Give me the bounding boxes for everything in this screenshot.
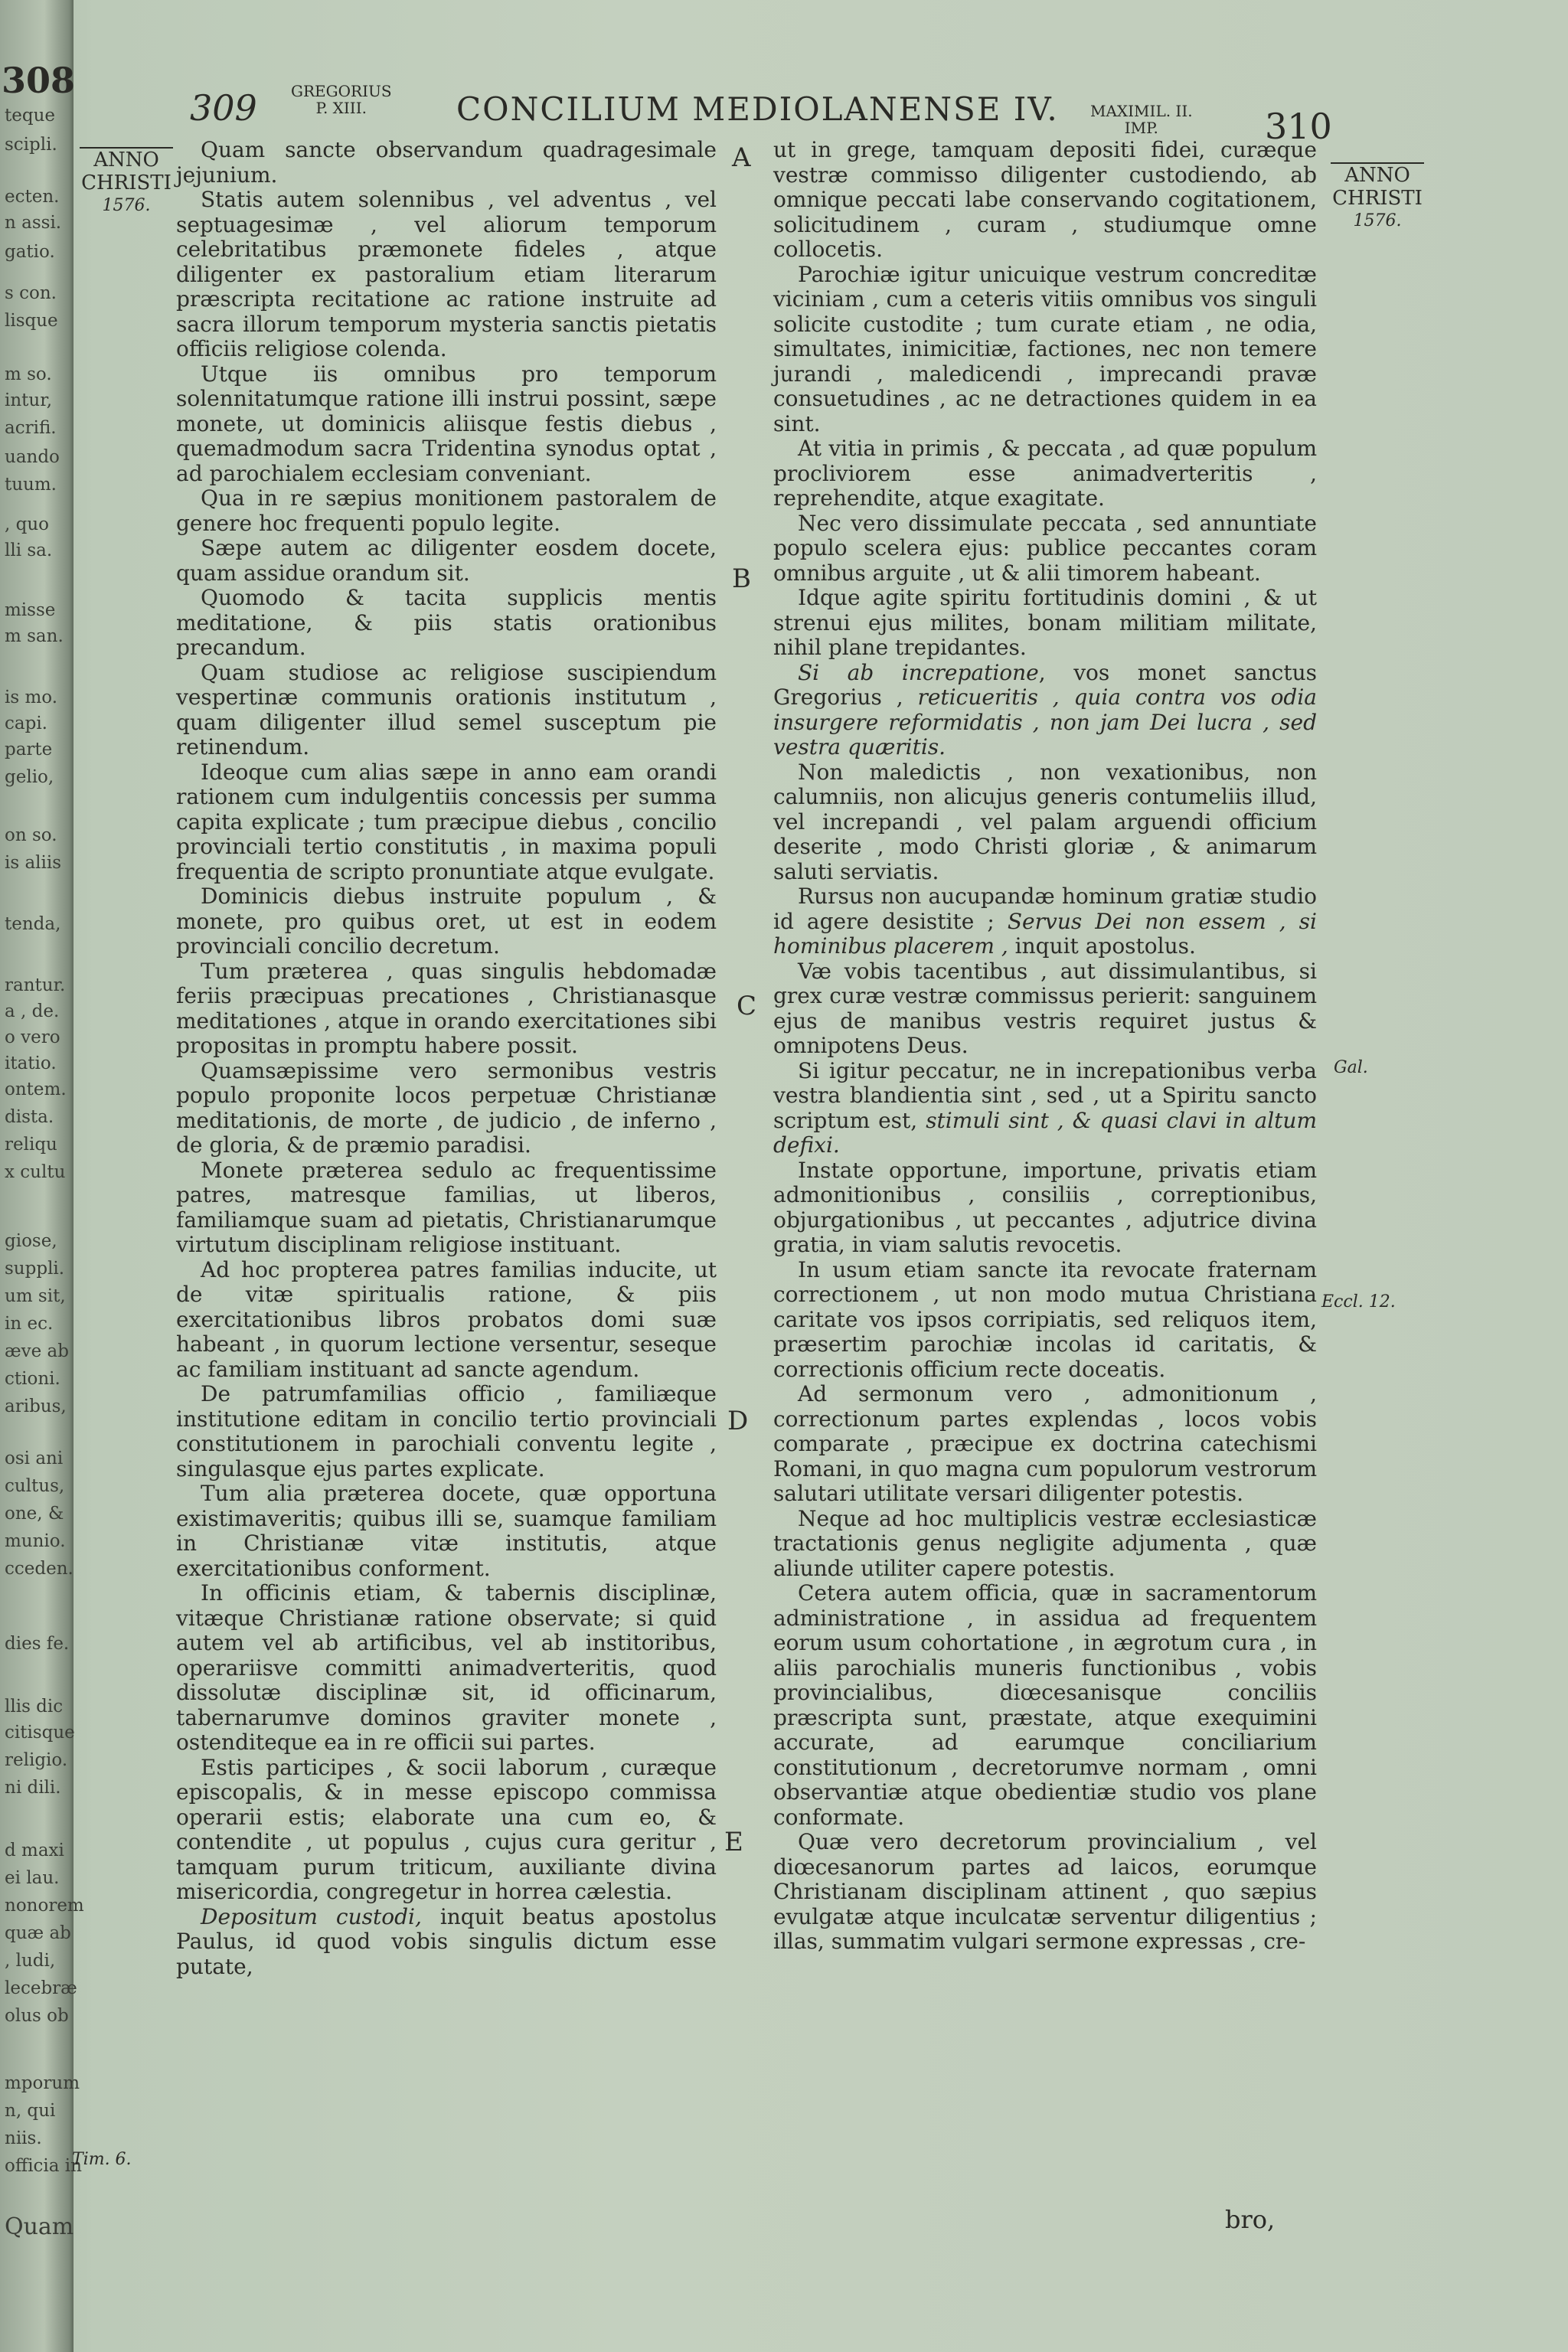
fold-fragment: m san. (5, 626, 64, 646)
fold-fragment: reliqu (5, 1135, 57, 1155)
fold-fragment: aribus, (5, 1396, 67, 1416)
quotation: reticueritis , quia contra vos odia insurgere reformidatis , non jam Dei lucra , sed vestra quæritis. (773, 684, 1317, 760)
fold-fragment: rantur. (5, 975, 66, 995)
fold-fragment: n, qui (5, 2101, 56, 2121)
emperor-heading (1090, 103, 1193, 136)
section-marker-e: E (724, 1827, 743, 1857)
fold-fragment: mporum (5, 2073, 80, 2093)
year-note-left (80, 147, 173, 217)
fold-fragment: d maxi (5, 1841, 64, 1860)
fold-fragment: tenda, (5, 914, 61, 934)
fold-fragment: gelio, (5, 767, 54, 787)
fold-fragment: officia in (5, 2156, 82, 2176)
paragraph: Idque agite spiritu fortitudinis domini , & ut strenui ejus milites, bonam militiam militate, nihil plane trepidantes. (773, 585, 1317, 660)
fold-fragment: osi ani (5, 1449, 64, 1468)
paragraph (773, 884, 1317, 959)
fold-fragment: tuum. (5, 475, 57, 495)
fold-fragment: intur, (5, 390, 53, 410)
fold-fragment: olus ob (5, 2006, 69, 2026)
right-column (773, 138, 1317, 1955)
fold-fragment: itatio. (5, 1054, 57, 1073)
fold-fragment: o vero (5, 1027, 60, 1047)
year-note-word: CHRISTI (81, 172, 172, 194)
fold-fragment: s con. (5, 283, 57, 303)
previous-page-number: 308 (2, 60, 76, 101)
fold-fragment: misse (5, 600, 56, 620)
fold-fragment: ni dili. (5, 1778, 61, 1798)
paragraph (773, 1059, 1317, 1158)
paragraph: Neque ad hoc multiplicis vestræ ecclesiasticæ tractationis genus negligite adjumenta , quæ aliunde utiliter capere potestis. (773, 1505, 1317, 1581)
fold-fragment: uando (5, 447, 60, 467)
fold-fragment: llis dic (5, 1697, 64, 1717)
catchword: bro, (1225, 2205, 1276, 2234)
paragraph: De patrumfamilias officio , familiæque institutione editam in concilio tertio provinciali constitutionem in parochiali conventu legite , singulasque ejus partes explicate. (176, 1381, 717, 1481)
year-note-word: CHRISTI (1332, 187, 1423, 210)
year-note-word: ANNO (80, 147, 173, 172)
page-number-right: 310 (1265, 106, 1332, 147)
margin-reference-gal: Gal. (1334, 1058, 1368, 1077)
section-marker-a: A (732, 142, 751, 173)
fold-fragment: munio. (5, 1531, 66, 1551)
paragraph: Statis autem solennibus , vel adventus , vel septuagesimæ , vel aliorum temporum celebritatibus præmonete fideles , atque diligenter ex pastoralium etiam literarum præscripta recitatione ac ratione instruite ad sacra illorum temporum mysteria sanctis pietatis officiis religiose colenda. (176, 187, 717, 361)
paragraph: Nec vero dissimulate peccata , sed annuntiate populo scelera ejus: publice peccantes coram omnibus arguite , ut & alii timorem habeant. (773, 510, 1317, 586)
paragraph: Quomodo & tacita supplicis mentis meditatione, & piis statis orationibus precandum. (176, 585, 717, 660)
fold-fragment: m so. (5, 364, 52, 384)
fold-fragment: giose, (5, 1231, 57, 1251)
fold-fragment: citisque (5, 1723, 75, 1743)
left-column (176, 138, 717, 1979)
pope-heading (291, 83, 392, 116)
paragraph: Parochiæ igitur unicuique vestrum concreditæ viciniam , cum a ceteris vitiis omnibus vos singuli solicite custodite ; tum curate etiam , ne odia, simultates, inimicitiæ, factiones, nec non temere jurandi , maledicendi , imprecandi pravæ consuetudines , ac ne detractiones quidem in ea sint. (773, 261, 1317, 436)
emperor-title: IMP. (1124, 119, 1158, 137)
fold-fragment: lisque (5, 311, 58, 331)
emperor-name: MAXIMIL. II. (1090, 102, 1193, 120)
fold-fragment: cceden. (5, 1559, 74, 1579)
fold-fragment: cultus, (5, 1476, 65, 1496)
fold-fragment: æve ab (5, 1341, 69, 1361)
previous-page-edge (0, 0, 84, 2352)
fold-fragment: one, & (5, 1504, 64, 1524)
section-marker-d: D (727, 1406, 749, 1436)
paragraph: Quam sancte observandum quadragesimale jejunium. (176, 137, 717, 188)
margin-reference-eccl: Eccl. 12. (1321, 1292, 1396, 1312)
fold-fragment: lli sa. (5, 541, 53, 560)
paragraph: Tum alia præterea docete, quæ opportuna existimaveritis; quibus illi se, suamque familiam in Christianæ vitæ institutis, atque exercitationibus conforment. (176, 1481, 717, 1581)
fold-fragment: parte (5, 740, 53, 760)
year-note-right (1331, 162, 1424, 233)
year-note-word: ANNO (1331, 162, 1424, 187)
paragraph: In officinis etiam, & tabernis disciplinæ, vitæque Christianæ ratione observate; si quid autem vel ab artificibus, vel ab institoribus, operariisve committi animadverteritis, quod dissolutæ disciplinæ sit, id officinarum, tabernarumve dominos graviter monete , ostenditeque ea in re officii sui partes. (176, 1580, 717, 1755)
text-run: Si igitur peccatur, ne in increpationibus verba vestra blandientia sint , sed , ut a Spiritu sancto scriptum est, (773, 1057, 1317, 1133)
page-title: CONCILIUM MEDIOLANENSE IV. (456, 90, 1059, 128)
fold-fragment: , ludi, (5, 1951, 56, 1971)
text-run: , vos monet sanctus Gregorius , (773, 659, 1318, 710)
paragraph: Quæ vero decretorum provincialium , vel diœcesanorum partes ad laicos, eorumque Christianam disciplinam attinent , quo sæpius evulgatæ atque inculcatæ serventur diligentius ; illas, summatim vulgari sermone expressas , cre- (773, 1829, 1317, 1954)
paragraph: Estis participes , & socii laborum , curæque episcopalis, & in messe episcopo commissa operarii estis; elaborate una cum eo, & contendite , ut populus , cujus cura geritur , tamquam purum triticum, auxiliante divina misericordia, congregetur in horrea cælestia. (176, 1754, 717, 1904)
paragraph: At vitia in primis , & peccata , ad quæ populum procliviorem esse animadverteritis , reprehendite, atque exagitate. (773, 436, 1317, 511)
fold-fragment: Quam (5, 2213, 74, 2240)
paragraph: Monete præterea sedulo ac frequentissime patres, matresque familias, ut liberos, familiamque suam ad pietatis, Christianarumque virtutum disciplinam religiose instituant. (176, 1157, 717, 1257)
quotation: Si ab increpatione (798, 659, 1039, 685)
paragraph: In usum etiam sancte ita revocate fraternam correctionem , ut non modo mutua Christiana caritate vos ipsos corripiatis, sed reliquos item, præsertim parochiæ incolas id caritatis, & correctionis officium recte doceatis. (773, 1256, 1317, 1382)
paragraph: ut in grege, tamquam depositi fidei, curæque vestræ commisso diligenter custodiendo, ab omnique peccati labe conservando cogitationem, solicitudinem , curam , studiumque omne collocetis. (773, 137, 1317, 262)
fold-fragment: ctioni. (5, 1369, 60, 1389)
text-run: inquit apostolus. (1014, 933, 1196, 959)
paragraph: Sæpe autem ac diligenter eosdem docete, quam assidue orandum sit. (176, 535, 717, 586)
quotation: Servus Dei non essem , si hominibus placerem , (773, 908, 1317, 959)
year-note-year: 1576. (102, 196, 151, 215)
fold-fragment: on so. (5, 825, 57, 845)
fold-fragment: , quo (5, 514, 50, 534)
paragraph: Instate opportune, importune, privatis etiam admonitionibus , consiliis , correptionibus, objurgationibus , ut peccantes , adjutrice divina gratia, in viam salutis revocetis. (773, 1157, 1317, 1257)
year-note-year: 1576. (1353, 211, 1402, 230)
fold-fragment: teque (5, 106, 56, 126)
fold-fragment: ontem. (5, 1080, 67, 1099)
fold-fragment: dista. (5, 1107, 54, 1127)
fold-fragment: suppli. (5, 1259, 65, 1279)
fold-fragment: x cultu (5, 1162, 66, 1182)
fold-fragment: quæ ab (5, 1923, 71, 1943)
text-run: Rursus non aucupandæ hominum gratiæ studio id agere desistite ; (773, 884, 1317, 934)
fold-fragment: n assi. (5, 213, 62, 233)
fold-fragment: niis. (5, 2128, 42, 2148)
paragraph: Ad hoc propterea patres familias inducite, ut de vitæ spiritualis ratione, & piis exercitationibus libros probatos domi suæ habeant , in quorum lectione versentur, seseque ac familiam instituant ad sancte agendum. (176, 1256, 717, 1382)
fold-fragment: lecebræ (5, 1978, 77, 1998)
fold-fragment: dies fe. (5, 1634, 70, 1654)
paragraph (176, 1905, 717, 1980)
fold-fragment: ecten. (5, 187, 60, 207)
fold-fragment: in ec. (5, 1314, 54, 1334)
fold-fragment: religio. (5, 1750, 68, 1770)
paragraph: Væ vobis tacentibus , aut dissimulantibus, si grex curæ vestræ commissus perierit: sanguinem ejus de manibus vestris requiret justus & omnipotens Deus. (773, 958, 1317, 1058)
pope-number: P. XIII. (315, 99, 367, 117)
paragraph (773, 661, 1317, 760)
fold-fragment: ei lau. (5, 1868, 60, 1888)
page-number-left: 309 (190, 87, 257, 129)
paragraph: Tum præterea , quas singulis hebdomadæ feriis præcipuas precationes , Christianasque meditationes , atque in orando exercitationes sibi propositas in promptu habere possit. (176, 958, 717, 1058)
fold-fragment: capi. (5, 714, 47, 733)
paragraph: Qua in re sæpius monitionem pastoralem de genere hoc frequenti populo legite. (176, 485, 717, 536)
fold-fragment: a , de. (5, 1001, 60, 1021)
paragraph: Quam studiose ac religiose suscipiendum vespertinæ communis orationis institutum , quam diligenter illud semel susceptum pie retinendum. (176, 659, 717, 760)
quotation: Depositum custodi, (201, 1903, 422, 1929)
section-marker-b: B (732, 564, 751, 594)
fold-fragment: is mo. (5, 688, 58, 707)
fold-fragment: gatio. (5, 242, 55, 262)
fold-fragment: scipli. (5, 135, 57, 155)
pope-name: GREGORIUS (291, 82, 392, 100)
paragraph: Non maledictis , non vexationibus, non calumniis, non alicujus generis contumeliis illud, vel increpandi , vel palam arguendi officium deserite , modo Christi gloriæ , & animarum saluti serviatis. (773, 759, 1317, 884)
paragraph: Cetera autem officia, quæ in sacramentorum administratione , in assidua ad frequentem eorum usum cohortatione , in ægrotum cura , in aliis parochialis muneris functionibus , vobis provincialibus, diœcesanisque conciliis præscripta sunt, præstate, atque exequimini accurate, ad earumque conciliarium constitutionum , decretorumve normam , omni observantiæ atque obedientiæ studio vos plane conformate. (773, 1580, 1317, 1830)
paragraph: Ad sermonum vero , admonitionum , correctionum partes explendas , locos vobis comparate , præcipue ex doctrina catechismi Romani, in quo magna cum populorum vestrorum salutari utilitate versari diligenter potestis. (773, 1381, 1317, 1506)
margin-reference-tim: Tim. 6. (72, 2150, 132, 2169)
fold-fragment: is aliis (5, 853, 62, 873)
text-run: inquit beatus apostolus Paulus, id quod vobis singulis dictum esse putate, (176, 1903, 717, 1979)
paragraph: Utque iis omnibus pro temporum solennitatumque ratione illi instrui possint, sæpe monete, ut dominicis aliisque festis diebus , quemadmodum sacra Tridentina synodus optat , ad parochialem ecclesiam conveniant. (176, 361, 717, 486)
section-marker-c: C (737, 991, 757, 1021)
fold-fragment: nonorem (5, 1896, 84, 1916)
fold-fragment: um sit, (5, 1286, 66, 1306)
quotation: stimuli sint , & quasi clavi in altum defixi. (773, 1107, 1317, 1158)
paragraph: Ideoque cum alias sæpe in anno eam orandi rationem cum indulgentiis concessis per summa capita explicate ; tum præcipue diebus , concilio provinciali tertio constitutis , in maxima populi frequentia de scripto pronuntiate atque evulgate. (176, 759, 717, 884)
fold-fragment: acrifi. (5, 418, 57, 438)
paragraph: Dominicis diebus instruite populum , & monete, pro quibus oret, ut est in eodem provinciali concilio decretum. (176, 884, 717, 959)
paragraph: Quamsæpissime vero sermonibus vestris populo proponite locos perpetuæ Christianæ meditationis, de morte , de judicio , de inferno , de gloria, & de præmio paradisi. (176, 1057, 717, 1158)
